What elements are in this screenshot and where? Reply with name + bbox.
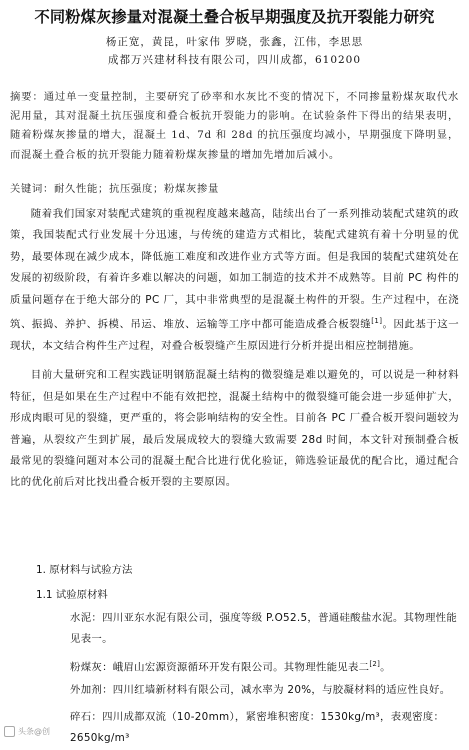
- section-heading-1-1: 1.1 试验原材料: [36, 589, 108, 601]
- watermark-logo-icon: [4, 726, 15, 737]
- abstract: 摘要：通过单一变量控制，主要研究了砂率和水灰比不变的情况下，不同掺量粉煤灰取代水泥用量，其对混凝土抗压强度和叠合板抗开裂能力的影响。在试验条件下得出的结果表明，随着粉煤灰掺量的增大，混凝土 1d、7d 和 28d 的抗压强度均减小，早期强度下降明显，而混凝土叠合板的抗开裂能力随着粉煤灰掺量的增加先增加后减小。: [10, 91, 459, 161]
- keywords: 关键词：耐久性能；抗压强度；粉煤灰掺量: [10, 183, 219, 195]
- aggregate-text: 碎石：四川成都双流（10-20mm），紧密堆积密度：1530kg/m³，表观密度：2650kg/m³: [70, 711, 445, 745]
- cement-text: 水泥：四川亚东水泥有限公司，强度等级 P.O52.5，普通硅酸盐水泥。其物理性能见表一。: [70, 612, 458, 646]
- introduction: [10, 204, 459, 494]
- flyash-end: 。: [380, 661, 391, 674]
- admixture-text: 外加剂：四川红墙新材料有限公司，减水率为 20%，与胶凝材料的适应性良好。: [70, 684, 451, 696]
- material-cement: [10, 608, 459, 651]
- paper-title: 不同粉煤灰掺量对混凝土叠合板早期强度及抗开裂能力研究: [34, 8, 435, 26]
- intro-paragraph-1: [10, 204, 459, 357]
- material-aggregate: [10, 707, 459, 750]
- watermark-text: 头条@创: [18, 727, 50, 736]
- intro-p1-text: 随着我们国家对装配式建筑的重视程度越来越高，陆续出台了一系列推动装配式建筑的政策，我国装配式行业发展十分迅速，与传统的建造方式相比，装配式建筑有着十分明显的优势，最要体现在减少成本，降低施工难度和改进作业方式等方面。但是我国的装配式建筑处在发展的初级阶段，有着许多难以解决的问题，如加工制造的技术并不成熟等。目前 PC 构件的质量问题存在于绝大部分的 PC 厂，其中非常典型的是混凝土构件的开裂。生产过程中，在浇筑、振捣、养护、拆模、吊运、堆放、运输等工序中都可能造成叠合板裂缝: [10, 208, 459, 331]
- intro-p1-end: 。因此基于这一现状，本文结合构件生产过程，对叠合板裂缝产生原因进行分析并提出相应控制措施。: [10, 318, 459, 352]
- flyash-text: 粉煤灰：峨眉山宏源资源循环开发有限公司。其物理性能见表二: [70, 661, 370, 674]
- author-list: 杨正宽，黄昆，叶家伟 罗晓，张鑫，江伟，李思思: [105, 36, 364, 48]
- affiliation: 成都万兴建材科技有限公司，四川成都，610200: [107, 54, 362, 66]
- watermark: [4, 726, 50, 737]
- intro-paragraph-2: 目前大量研究和工程实践证明钢筋混凝土结构的微裂缝是难以避免的，可以说是一种材料特征，但是如果在生产过程中不能有效把控，混凝土结构中的微裂缝可能会进一步延伸扩大，形成肉眼可见的裂缝，更严重的，将会影响结构的安全性。目前各 PC 厂叠合板开裂问题较为普遍，从裂纹产生到扩展，最后发展成较大的裂缝大致需要 28d 时间，本文针对预制叠合板最常见的裂缝问题对本公司的混凝土配合比进行优化验证，筛选验证最优的配合比，通过配合比的优化前后对比找出叠合板开裂的主要原因。: [10, 369, 459, 489]
- material-flyash: [10, 654, 459, 679]
- citation-2: [2]: [369, 660, 381, 668]
- citation-1: [1]: [371, 317, 383, 326]
- section-heading-1: 1. 原材料与试验方法: [36, 564, 133, 576]
- material-admixture: [10, 680, 459, 701]
